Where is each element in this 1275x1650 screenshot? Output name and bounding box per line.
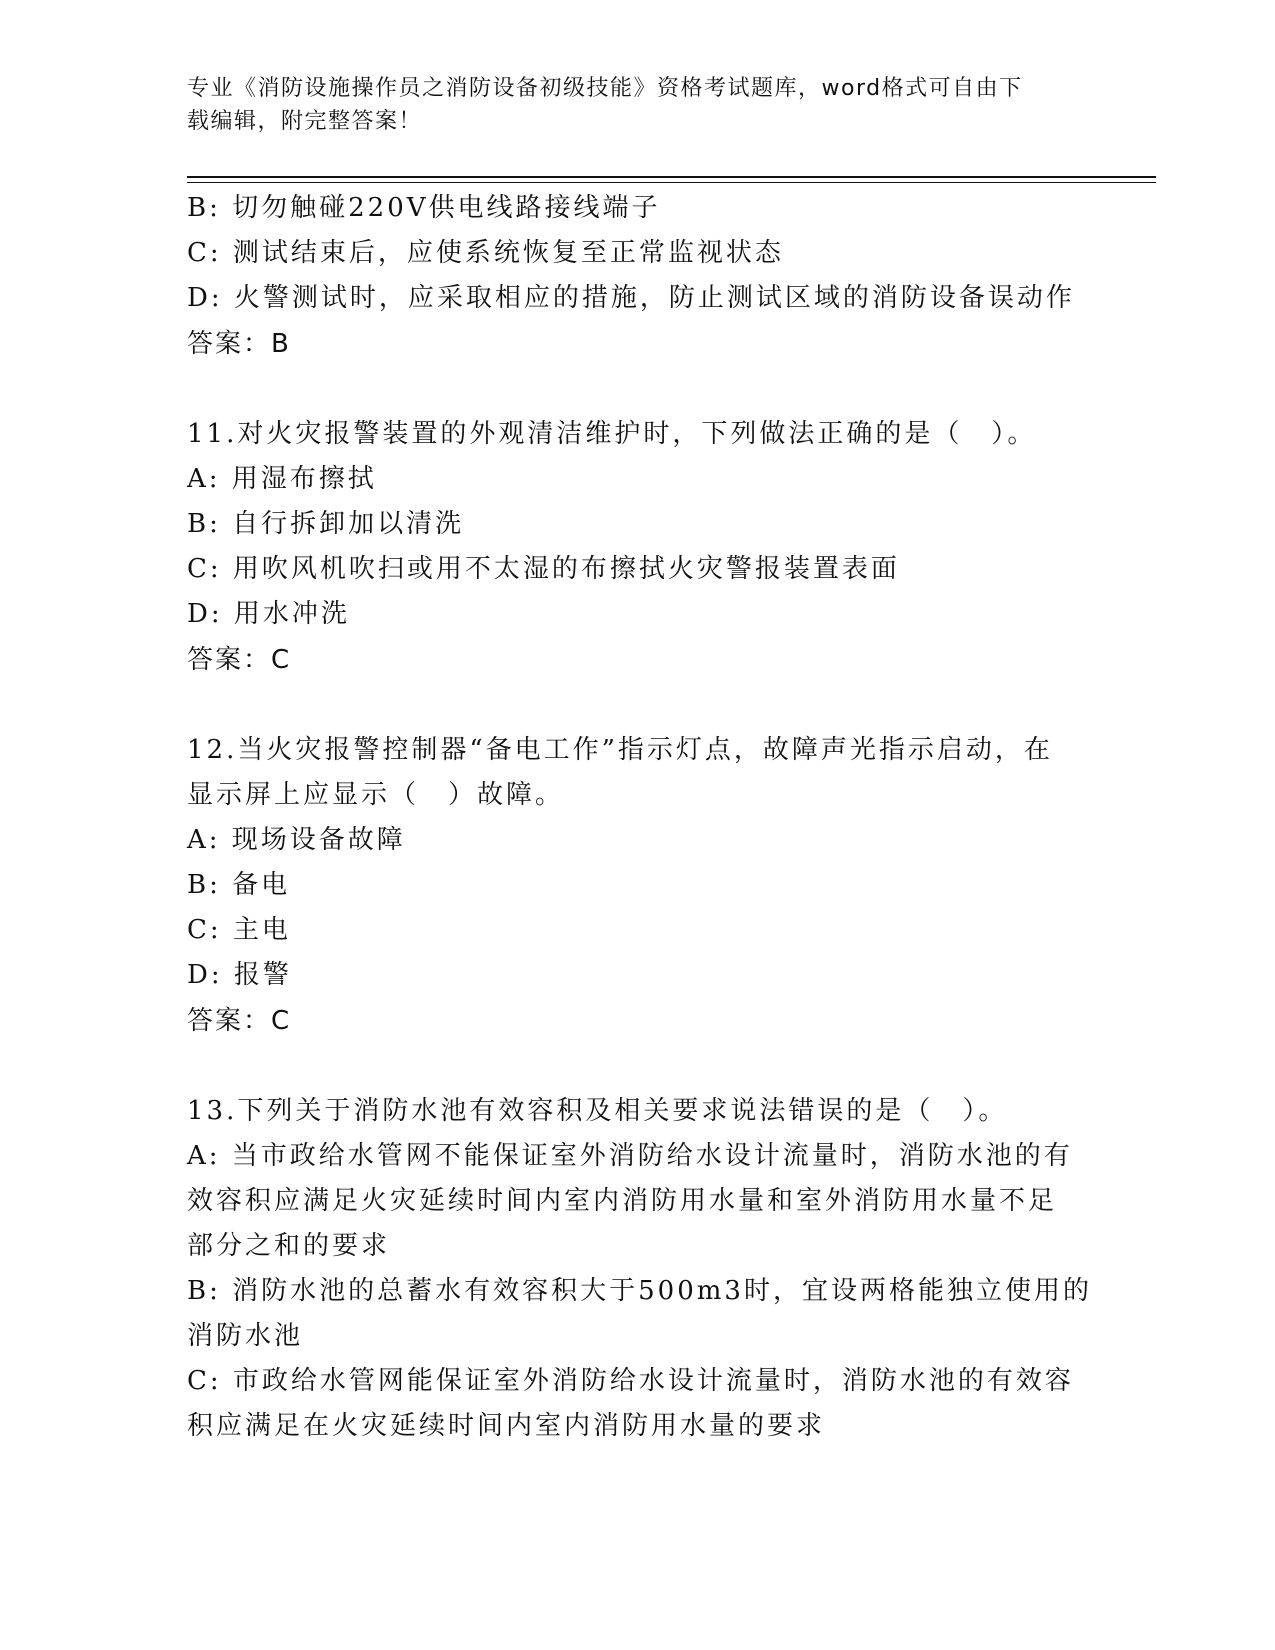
- q12-option-c: C: 主电: [187, 915, 291, 945]
- question-13: [187, 1089, 1092, 1449]
- q13-option-b-line-2: 消防水池: [187, 1321, 304, 1351]
- question-10-partial: [187, 186, 1087, 367]
- q10-option-c: C: 测试结束后，应使系统恢复至正常监视状态: [187, 238, 784, 268]
- question-content: [187, 186, 1092, 1449]
- header-rule-thick: [187, 176, 1156, 178]
- q13-stem: 13.下列关于消防水池有效容积及相关要求说法错误的是（ ）。: [187, 1096, 1008, 1126]
- header-line-2: 载编辑，附完整答案！: [187, 109, 423, 134]
- spacer: [187, 683, 1087, 728]
- header-line-1: 专业《消防设施操作员之消防设备初级技能》资格考试题库，word格式可自由下: [187, 76, 1023, 101]
- document-header: [187, 72, 1087, 138]
- q13-option-b-line-1: B: 消防水池的总蓄水有效容积大于500m3时，宜设两格能独立使用的: [187, 1276, 1092, 1306]
- q11-option-a: A: 用湿布擦拭: [187, 464, 377, 494]
- question-11: [187, 412, 1087, 683]
- header-rule-thin: [187, 182, 1156, 183]
- q10-option-d: D: 火警测试时，应采取相应的措施，防止测试区域的消防设备误动作: [187, 283, 1075, 313]
- question-12: [187, 728, 1087, 1044]
- q12-stem-line-2: 显示屏上应显示（ ）故障。: [187, 780, 565, 810]
- q10-answer: 答案：B: [187, 329, 291, 359]
- q13-option-a-line-3: 部分之和的要求: [187, 1231, 391, 1261]
- q12-option-a: A: 现场设备故障: [187, 825, 406, 855]
- q12-stem-line-1: 12.当火灾报警控制器“备电工作”指示灯点，故障声光指示启动，在: [187, 735, 1053, 765]
- spacer: [187, 1044, 1087, 1089]
- q11-option-d: D: 用水冲洗: [187, 599, 350, 629]
- q12-option-d: D: 报警: [187, 960, 292, 990]
- q11-option-c: C: 用吹风机吹扫或用不太湿的布擦拭火灾警报装置表面: [187, 554, 900, 584]
- q13-option-c-line-2: 积应满足在火灾延续时间内室内消防用水量的要求: [187, 1411, 826, 1441]
- q11-stem: 11.对火灾报警装置的外观清洁维护时，下列做法正确的是（ ）。: [187, 419, 1037, 449]
- q13-option-c-line-1: C: 市政给水管网能保证室外消防给水设计流量时，消防水池的有效容: [187, 1366, 1074, 1396]
- q13-option-a-line-2: 效容积应满足火灾延续时间内室内消防用水量和室外消防用水量不足: [187, 1186, 1058, 1216]
- q12-option-b: B: 备电: [187, 870, 291, 900]
- q10-option-b: B: 切勿触碰220V供电线路接线端子: [187, 193, 661, 223]
- q12-answer: 答案：C: [187, 1006, 292, 1036]
- q11-answer: 答案：C: [187, 645, 292, 675]
- q11-option-b: B: 自行拆卸加以清洗: [187, 509, 465, 539]
- spacer: [187, 367, 1087, 412]
- q13-option-a-line-1: A: 当市政给水管网不能保证室外消防给水设计流量时，消防水池的有: [187, 1141, 1073, 1171]
